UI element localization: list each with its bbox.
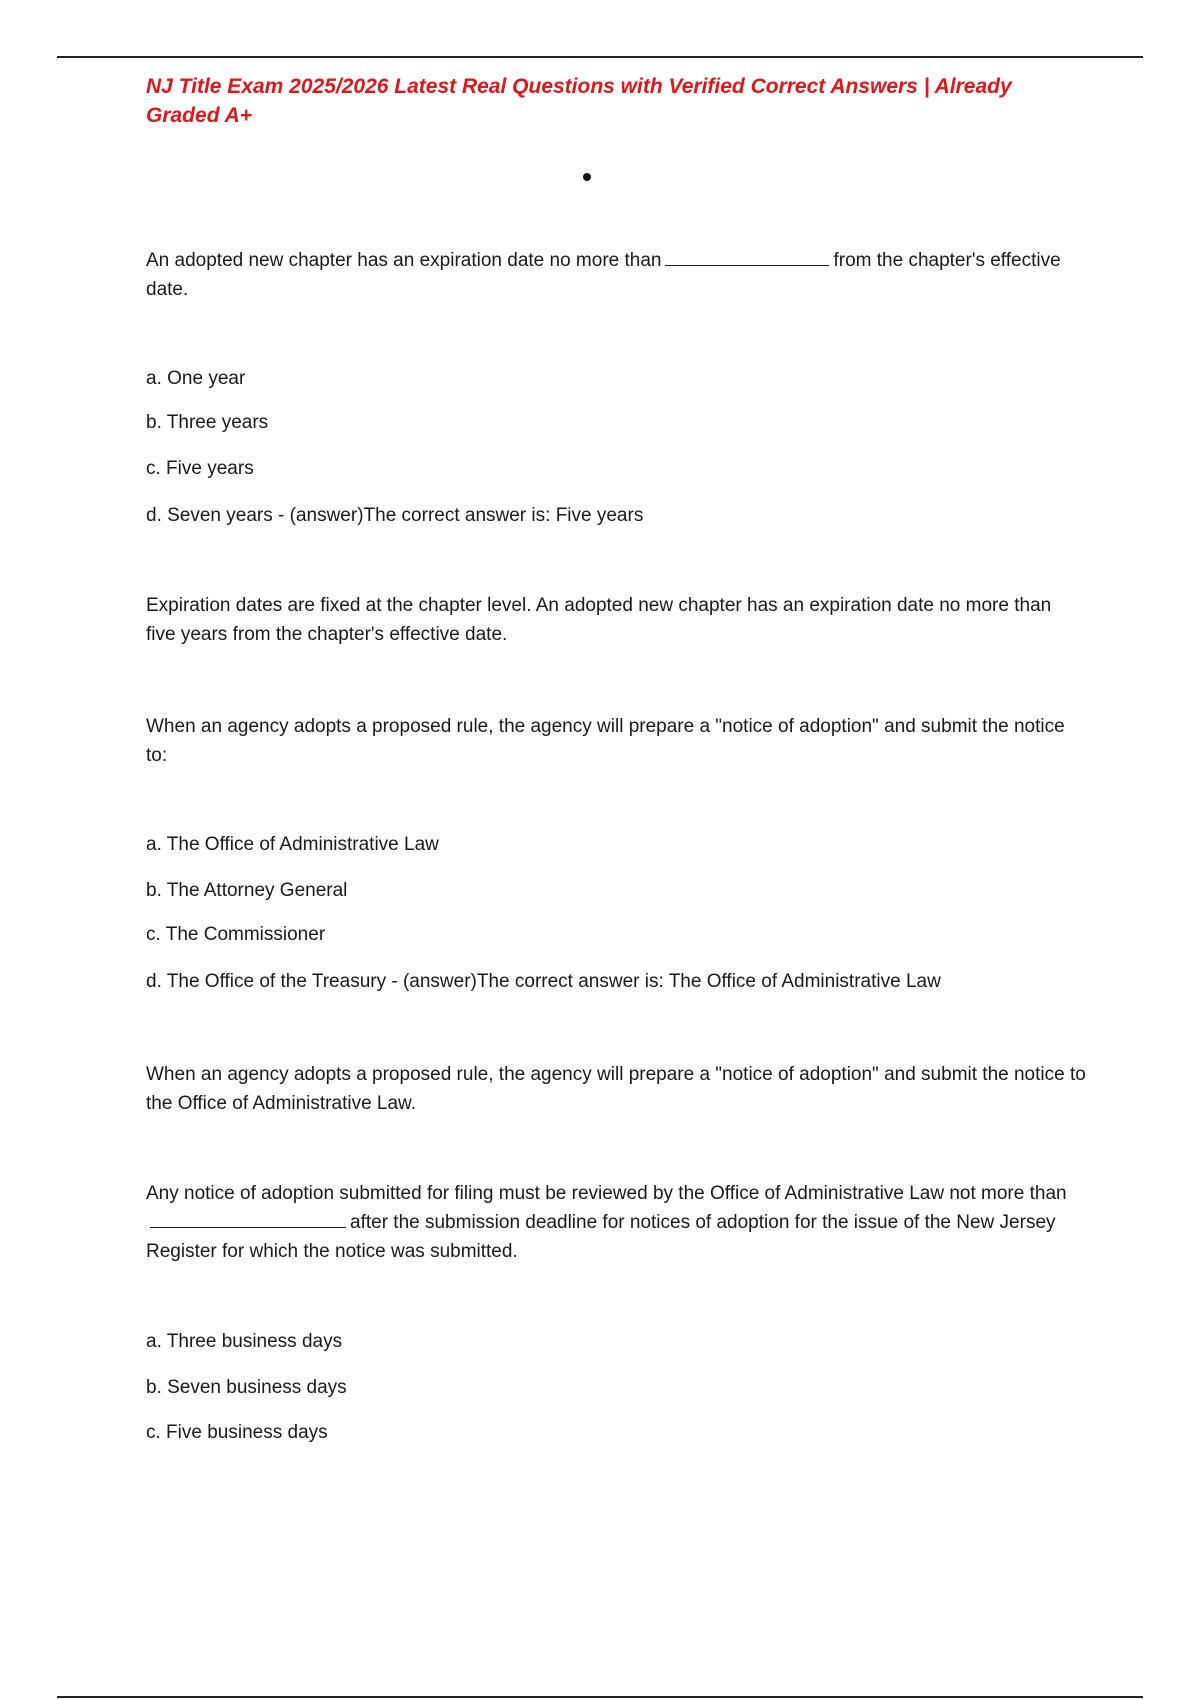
bullet-icon xyxy=(583,173,591,181)
bottom-rule xyxy=(57,1696,1143,1698)
question-2-stem: When an agency adopts a proposed rule, the agency will prepare a "notice of adoption" and submit the notice to: xyxy=(146,716,1065,766)
question-3-option-a: a. Three business days xyxy=(146,1331,343,1352)
question-3-option-c: c. Five business days xyxy=(146,1422,328,1443)
question-1-option-a: a. One year xyxy=(146,368,246,389)
question-1-option-c: c. Five years xyxy=(146,458,254,479)
answer-blank xyxy=(665,247,829,266)
question-2-option-a: a. The Office of Administrative Law xyxy=(146,834,439,855)
page-title: NJ Title Exam 2025/2026 Latest Real Questions with Verified Correct Answers | Already Graded A+ xyxy=(146,75,1012,127)
question-3-option-b: b. Seven business days xyxy=(146,1377,347,1398)
question-1-option-b: b. Three years xyxy=(146,412,269,433)
question-1-explanation: Expiration dates are fixed at the chapter level. An adopted new chapter has an expiration date no more than five years from the chapter's effective date. xyxy=(146,595,1052,645)
question-3-stem-end: after the submission deadline for notices of adoption for the issue of the New Jersey Register for which the notice was submitted. xyxy=(146,1212,1056,1262)
question-1-stem-start: An adopted new chapter has an expiration date no more than xyxy=(146,250,662,271)
question-3-stem-start: Any notice of adoption submitted for filing must be reviewed by the Office of Administrative Law not more than xyxy=(146,1183,1067,1204)
top-rule xyxy=(57,56,1143,58)
question-1-stem-end: from the chapter's effective date. xyxy=(146,250,1061,300)
question-1-option-d-answer: d. Seven years - (answer)The correct answer is: Five years xyxy=(146,505,644,526)
question-1-stem xyxy=(146,246,1086,304)
answer-blank xyxy=(150,1209,346,1228)
question-2-option-b: b. The Attorney General xyxy=(146,880,348,901)
question-2-option-c: c. The Commissioner xyxy=(146,924,326,945)
question-2-explanation: When an agency adopts a proposed rule, the agency will prepare a "notice of adoption" and submit the notice to the Office of Administrative Law. xyxy=(146,1064,1086,1114)
question-3-stem xyxy=(146,1179,1086,1266)
question-2-option-d-answer: d. The Office of the Treasury - (answer)The correct answer is: The Office of Administrative Law xyxy=(146,971,941,992)
